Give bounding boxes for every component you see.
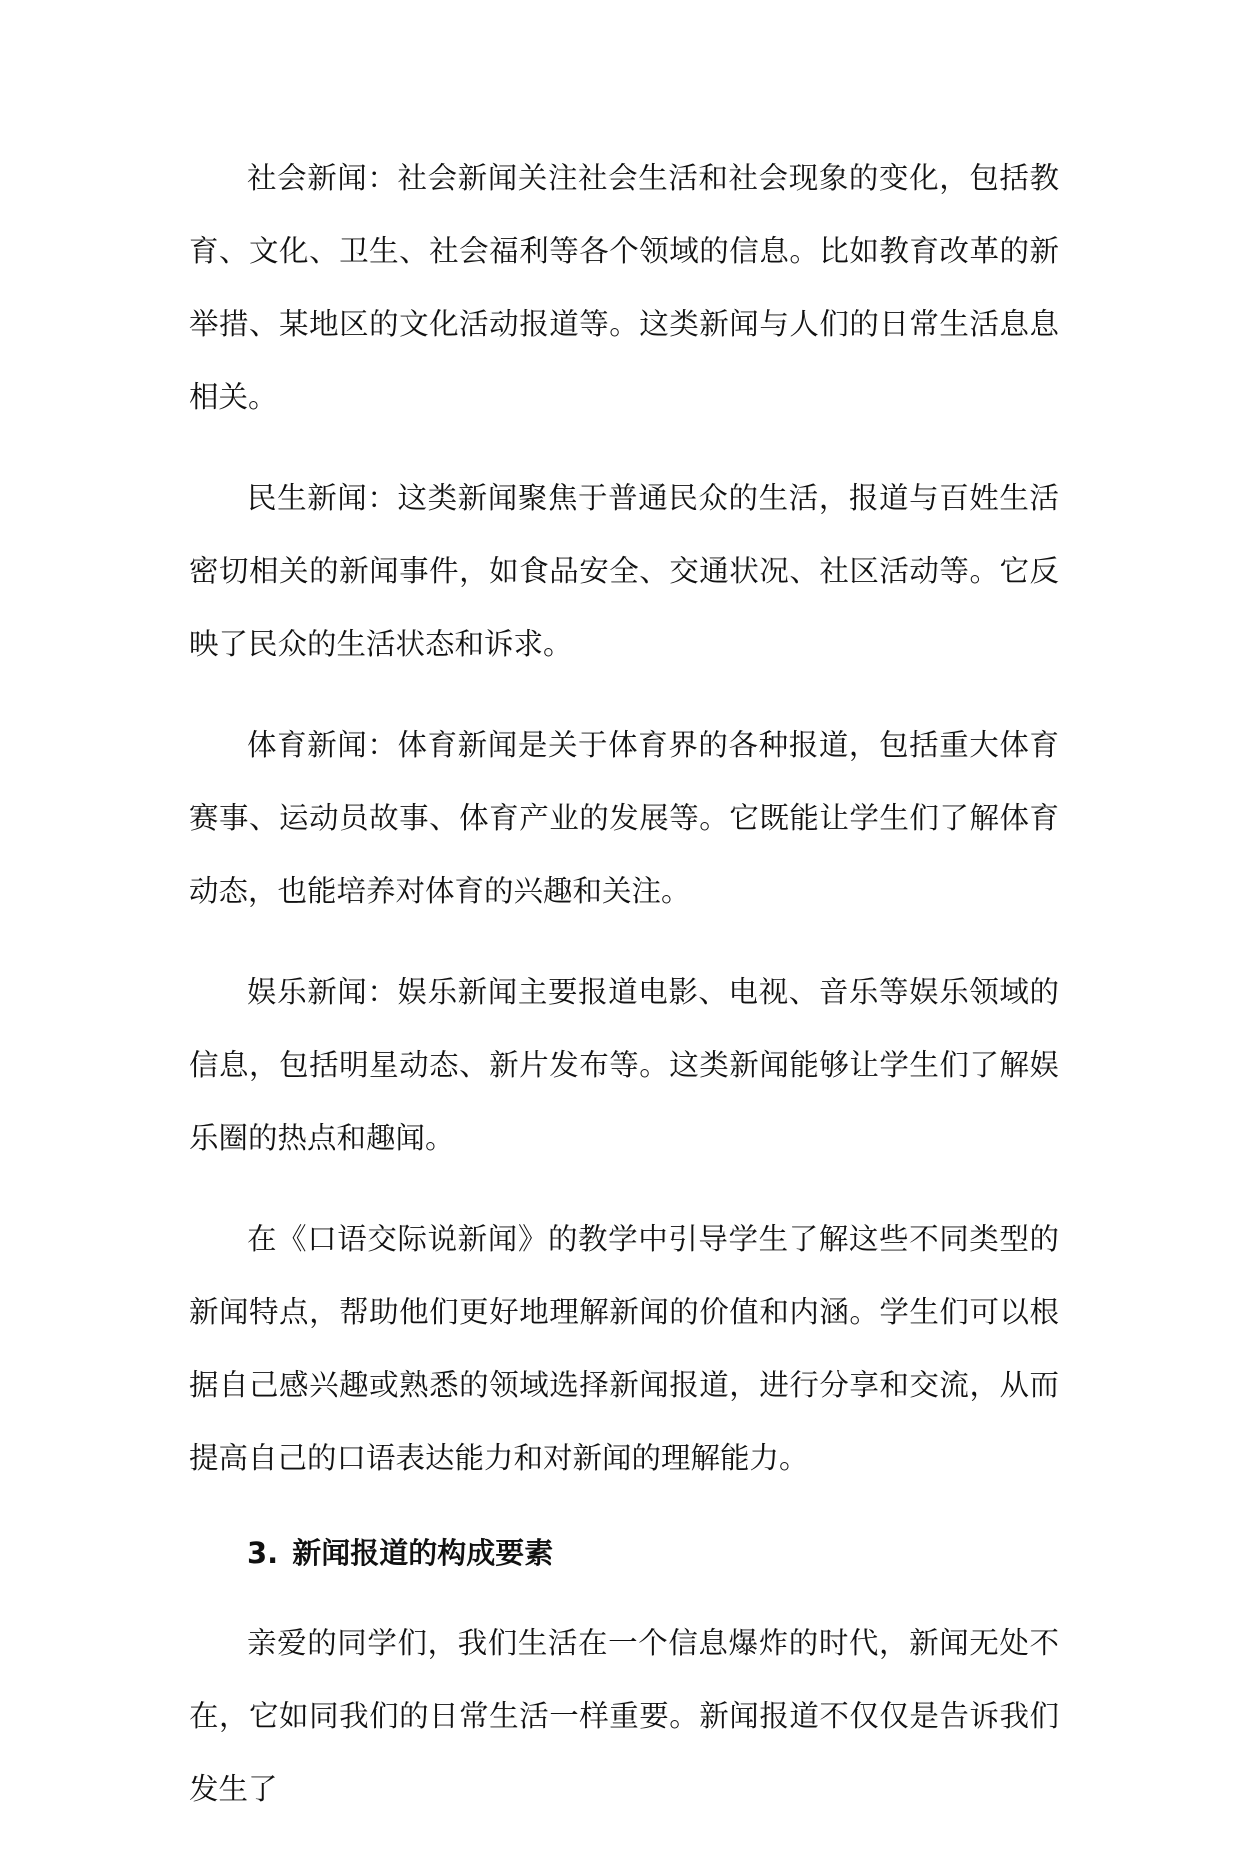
section-title: 新闻报道的构成要素	[292, 1536, 554, 1570]
paragraph-teaching-summary: 在《口语交际说新闻》的教学中引导学生了解这些不同类型的新闻特点，帮助他们更好地理解新闻的价值和内涵。学生们可以根据自己感兴趣或熟悉的领域选择新闻报道，进行分享和交流，从而提高自己的口语表达能力和对新闻的理解能力。	[189, 1222, 1059, 1475]
section-heading	[189, 1523, 1059, 1583]
paragraph-social-news: 社会新闻：社会新闻关注社会生活和社会现象的变化，包括教育、文化、卫生、社会福利等各个领域的信息。比如教育改革的新举措、某地区的文化活动报道等。这类新闻与人们的日常生活息息相关。	[189, 161, 1059, 414]
paragraph-intro: 亲爱的同学们，我们生活在一个信息爆炸的时代，新闻无处不在，它如同我们的日常生活一样重要。新闻报道不仅仅是告诉我们发生了	[189, 1626, 1059, 1806]
section-number: 3.	[247, 1536, 279, 1570]
paragraph-livelihood-news: 民生新闻：这类新闻聚焦于普通民众的生活，报道与百姓生活密切相关的新闻事件，如食品安全、交通状况、社区活动等。它反映了民众的生活状态和诉求。	[189, 481, 1059, 661]
paragraph-entertainment-news: 娱乐新闻：娱乐新闻主要报道电影、电视、音乐等娱乐领域的信息，包括明星动态、新片发布等。这类新闻能够让学生们了解娱乐圈的热点和趣闻。	[189, 975, 1059, 1155]
paragraph-sports-news: 体育新闻：体育新闻是关于体育界的各种报道，包括重大体育赛事、运动员故事、体育产业的发展等。它既能让学生们了解体育动态，也能培养对体育的兴趣和关注。	[189, 728, 1059, 908]
document-body	[189, 142, 1059, 1854]
